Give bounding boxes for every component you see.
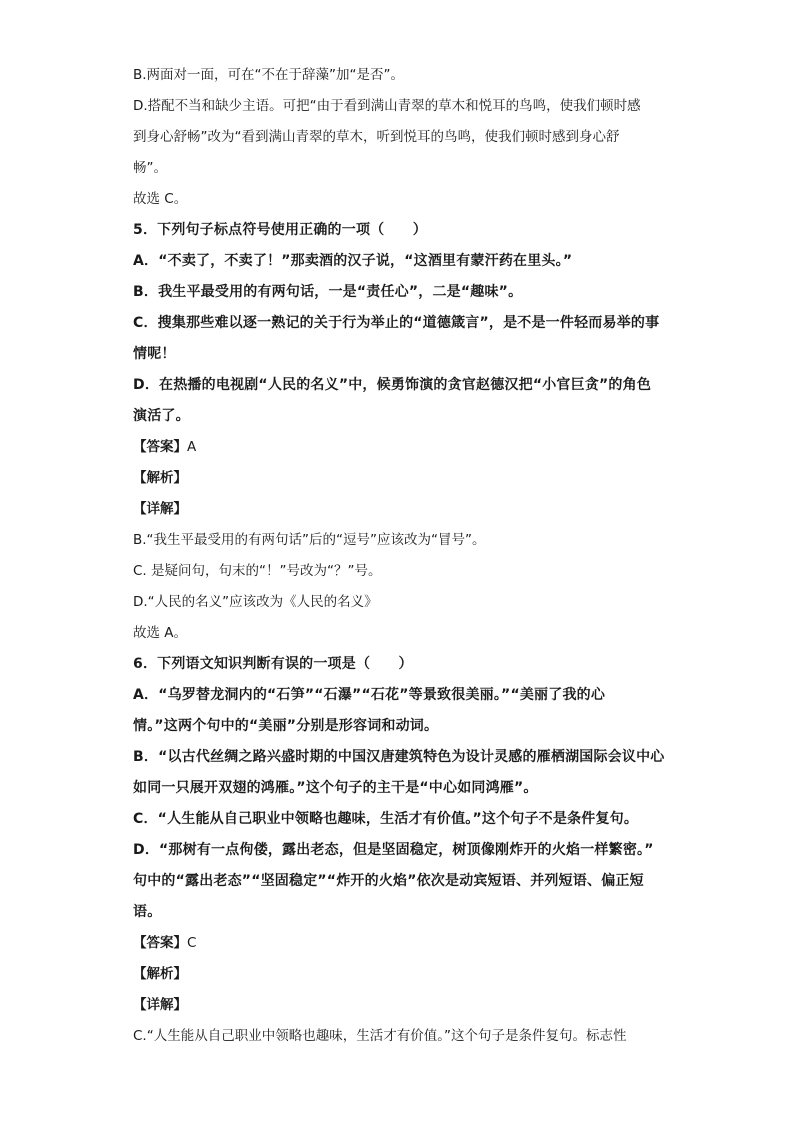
prev-analysis-d-line3: 畅”。 [133,160,167,176]
q6-detail-label: 【详解】 [133,997,187,1013]
q6-option-d-line1: D．“那树有一点佝偻，露出老态，但是坚固稳定，树顶像刚炸开的火焰一样繁密。” [133,842,654,858]
document-page [133,60,673,1052]
prev-analysis-d-line2: 到身心舒畅”改为“看到满山青翠的草木，听到悦耳的鸟鸣，使我们顿时感到身心舒 [133,129,620,145]
q5-detail-b: B.“我生平最受用的有两句话”后的“逗号”应该改为“冒号”。 [133,532,486,548]
q6-option-c: C．“人生能从自己职业中领略也趣味，生活才有价值。”这个句子不是条件复句。 [133,811,639,827]
q5-answer-value: A [187,439,197,455]
prev-conclusion: 故选 C。 [133,191,188,207]
q5-detail-label: 【详解】 [133,501,187,517]
q6-option-d-line2: 句中的“露出老态”“坚固稳定”“炸开的火焰”依次是动宾短语、并列短语、偏正短 [133,873,644,889]
q5-detail-c: C. 是疑问句，句末的“！”号改为“？”号。 [133,563,382,579]
q5-option-d-line2: 演活了。 [133,408,190,424]
q6-detail-c: C.“人生能从自己职业中领略也趣味，生活才有价值。”这个句子是条件复句。标志性 [133,1028,627,1044]
q6-option-b-line1: B．“以古代丝绸之路兴盛时期的中国汉唐建筑特色为设计灵感的雁栖湖国际会议中心 [133,749,665,765]
q5-option-a: A．“不卖了，不卖了！”那卖酒的汉子说，“这酒里有蒙汗药在里头。” [133,253,573,269]
q6-option-b-line2: 如同一只展开双翅的鸿雁。”这个句子的主干是“中心如同鸿雁”。 [133,780,538,796]
q5-option-c-line2: 情呢！ [133,346,176,362]
q6-option-a-line2: 情。”这两个句中的“美丽”分别是形容词和动词。 [133,718,439,734]
q6-option-a-line1: A．“乌罗替龙洞内的“石笋”“石瀑”“石花”等景致很美丽。”“美丽了我的心 [133,687,606,703]
q6-option-d-line3: 语。 [133,904,162,920]
prev-analysis-d-line1: D.搭配不当和缺少主语。可把“由于看到满山青翠的草木和悦耳的鸟鸣，使我们顿时感 [133,98,641,114]
q5-option-c-line1: C．搜集那些难以逐一熟记的关于行为举止的“道德箴言”，是不是一件轻而易举的事 [133,315,660,331]
q6-answer [133,928,673,959]
q5-detail-d: D.“人民的名义”应该改为《人民的名义》 [133,594,378,610]
q5-stem: 5．下列句子标点符号使用正确的一项（ ） [133,222,427,238]
q5-analysis-label: 【解析】 [133,470,187,486]
q5-answer-label: 【答案】 [133,439,187,455]
q6-stem: 6．下列语文知识判断有误的一项是（ ） [133,656,413,672]
q5-answer [133,432,673,463]
q6-analysis-label: 【解析】 [133,966,187,982]
q5-option-d-line1: D．在热播的电视剧“人民的名义”中，候勇饰演的贪官赵德汉把“小官巨贪”的角色 [133,377,652,393]
prev-analysis-b: B.两面对一面，可在“不在于辞藻”加“是否”。 [133,67,405,83]
q5-option-b: B．我生平最受用的有两句话，一是“责任心”，二是“趣味”。 [133,284,523,300]
q5-conclusion: 故选 A。 [133,625,188,641]
q6-answer-label: 【答案】 [133,935,187,951]
q6-answer-value: C [187,935,197,951]
